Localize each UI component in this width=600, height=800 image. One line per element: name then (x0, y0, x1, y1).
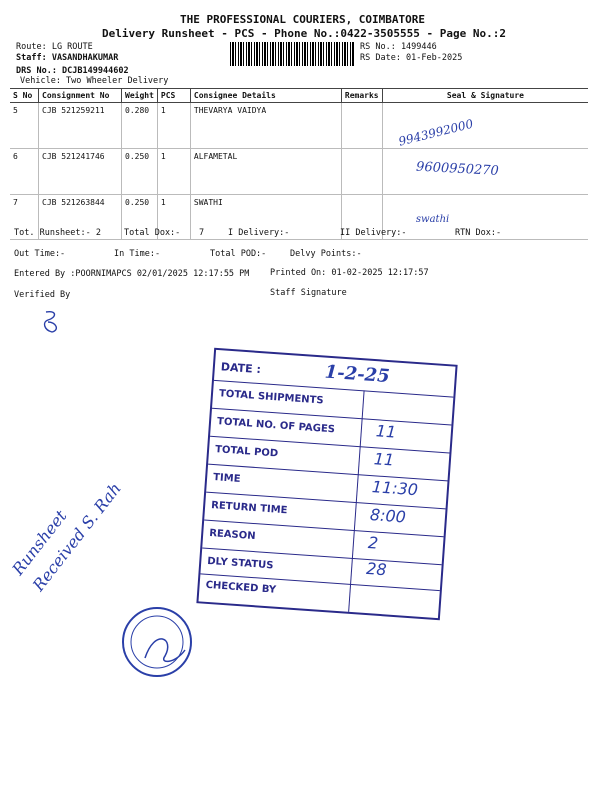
stamp-value: 2 (367, 533, 379, 553)
row-consignee: THEVARYA VAIDYA (190, 103, 341, 149)
row-pcs: 1 (157, 149, 190, 195)
col-consignment: Consignment No (39, 89, 122, 103)
staff-signature: Staff Signature (270, 288, 347, 298)
verified-by: Verified By (14, 290, 71, 300)
stamp-date-label: DATE : (220, 360, 262, 377)
row-sno: 7 (10, 195, 39, 240)
stamp-label: CHECKED BY (205, 579, 277, 596)
stamp-label: TOTAL SHIPMENTS (218, 388, 324, 407)
row-pcs: 1 (157, 103, 190, 149)
handwritten-signature: 9943992000 (397, 116, 475, 149)
row-remarks (341, 149, 382, 195)
rtn-dox: RTN Dox:- (455, 228, 502, 238)
handwritten-signature: swathi (415, 214, 450, 225)
stamp-label: TOTAL POD (214, 444, 279, 460)
row-consignee: SWATHI (190, 195, 341, 240)
rs-number: RS No.: 1499446 (360, 42, 437, 52)
table-row (10, 149, 588, 195)
col-pcs: PCS (157, 89, 190, 103)
row-consignment: CJB 521259211 (39, 103, 122, 149)
col-seal-signature: Seal & Signature (382, 89, 588, 103)
row-consignment: CJB 521263844 (39, 195, 122, 240)
route-label: Route: LG ROUTE (16, 42, 93, 52)
row-signature (382, 149, 588, 195)
col-consignee: Consignee Details (190, 89, 341, 103)
stamp-label: DLY STATUS (206, 555, 274, 572)
delvy-points: Delvy Points:- (290, 249, 362, 259)
stamp-label: TIME (212, 472, 241, 485)
stamp-label: RETURN TIME (210, 499, 288, 517)
barcode-image (230, 42, 354, 66)
total-dox-value: 7 (199, 228, 205, 238)
stamp-value: 11:30 (371, 477, 419, 500)
vehicle-label: Vehicle: Two Wheeler Delivery (20, 76, 169, 86)
ii-delivery: II Delivery:- (340, 228, 407, 238)
row-signature (382, 103, 588, 149)
printed-on: Printed On: 01-02-2025 12:17:57 (270, 268, 429, 278)
row-weight: 0.280 (122, 103, 158, 149)
runsheet-subtitle: Delivery Runsheet - PCS - Phone No.:0422-3505555 - Page No.:2 (102, 27, 506, 40)
row-weight: 0.250 (122, 149, 158, 195)
in-time: In Time:- (114, 249, 161, 259)
col-remarks: Remarks (341, 89, 382, 103)
row-weight: 0.250 (122, 195, 158, 240)
total-dox-label: Total Dox:- (124, 228, 181, 238)
stamp-value: 8:00 (369, 505, 407, 527)
row-remarks (341, 103, 382, 149)
drs-number: DRS No.: DCJB149944602 (16, 66, 129, 76)
table-row (10, 103, 588, 149)
row-consignee: ALFAMETAL (190, 149, 341, 195)
stamp-date-value: 1-2-25 (324, 361, 391, 388)
rs-date: RS Date: 01-Feb-2025 (360, 53, 463, 63)
entered-by: Entered By :POORNIMAPCS 02/01/2025 12:17:55 PM (14, 269, 250, 279)
stamp-value: 11 (375, 421, 397, 442)
table-header-row (10, 89, 588, 103)
out-time: Out Time:- (14, 249, 66, 259)
delivery-stamp (196, 348, 457, 620)
company-title: THE PROFESSIONAL COURIERS, COIMBATORE (180, 13, 426, 26)
staff-label: Staff: VASANDHAKUMAR (16, 53, 119, 63)
row-sno: 6 (10, 149, 39, 195)
round-seal (115, 598, 205, 688)
handwritten-margin-note: Runsheet Received S. Rah (8, 479, 125, 595)
row-sno: 5 (10, 103, 39, 149)
verifier-initials-mark (40, 308, 64, 336)
stamp-value: 28 (365, 558, 388, 580)
row-consignment: CJB 521241746 (39, 149, 122, 195)
stamp-label: TOTAL NO. OF PAGES (216, 416, 336, 436)
col-weight: Weight (122, 89, 158, 103)
stamp-label: REASON (208, 527, 256, 543)
row-pcs: 1 (157, 195, 190, 240)
stamp-value: 11 (373, 449, 395, 470)
runsheet-table (10, 88, 588, 240)
handwritten-signature: 9600950270 (415, 159, 500, 179)
tot-runsheet: Tot. Runsheet:- 2 (14, 228, 101, 238)
total-pod: Total POD:- (210, 249, 267, 259)
i-delivery: I Delivery:- (228, 228, 290, 238)
col-sno: S No (10, 89, 39, 103)
